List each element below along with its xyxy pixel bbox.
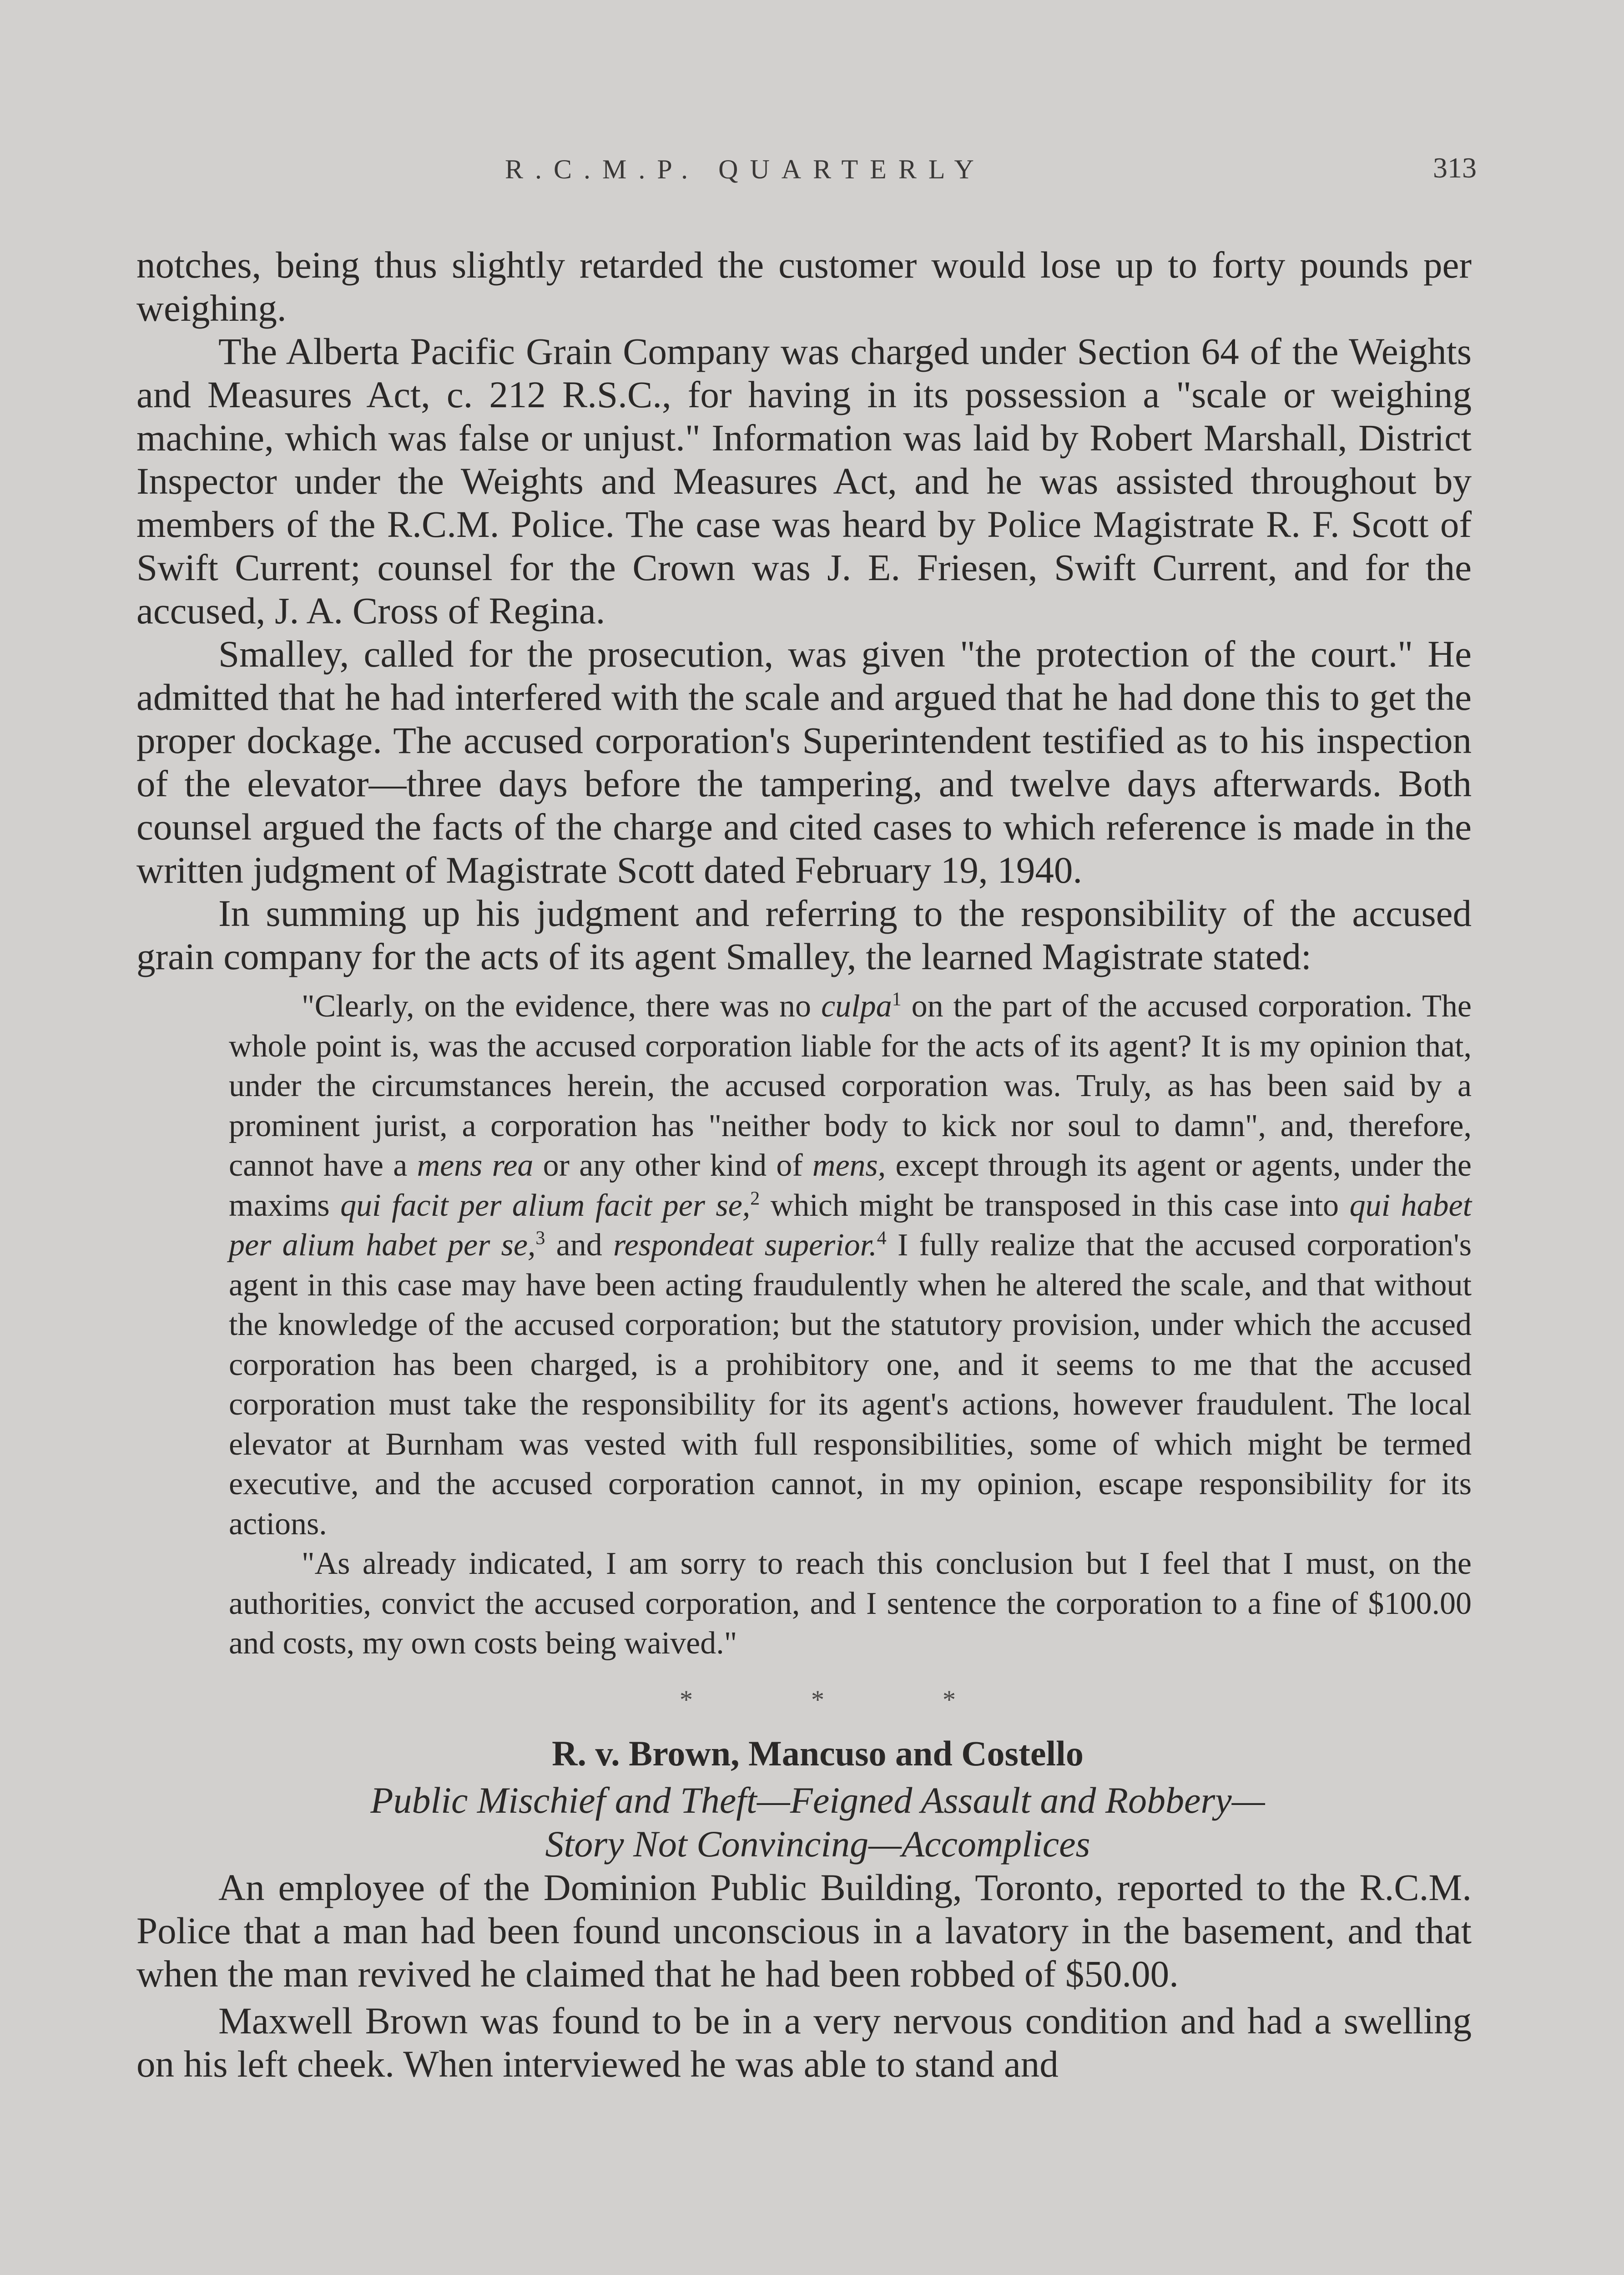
paragraph: notches, being thus slightly retarded the customer would lose up to forty pounds per weighing. (136, 244, 1472, 329)
section-separator (136, 1684, 1472, 1715)
footnote-ref: 2 (750, 1188, 760, 1209)
latin-term: mens rea (417, 1148, 534, 1183)
asterisk: * (943, 1684, 956, 1714)
latin-term: culpa (821, 989, 892, 1024)
asterisk: * (680, 1684, 693, 1714)
paragraph: Smalley, called for the prosecution, was given "the protection of the court." He admitted that he had interfered with the scale and argued that he had done this to get the proper dockage. The accused corporation's Superintendent testified as to his inspection of the elevator—three days before the tampering, and twelve days afterwards. Both counsel argued the facts of the charge and cited cases to which reference is made in the written judgment of Magistrate Scott dated February 19, 1940. (136, 633, 1472, 891)
quote-text: I fully realize that the accused corporation's agent in this case may have been acting fraudulently when he altered the scale, and that without the knowledge of the accused corporation; but the statutory provision, under which the accused corporation has been charged, is a prohibitory one, and it seems to me that the accused corporation must take the responsibility for its agent's actions, however fraudulent. The local elevator at Burnham was vested with full responsibilities, some of which might be termed executive, and the accused corporation cannot, in my opinion, escape responsibility for its actions. (229, 1228, 1472, 1542)
latin-maxim: qui habet per alium habet per se, (229, 1188, 1472, 1263)
case-subtitle: Story Not Convincing—Accomplices (545, 1823, 1090, 1865)
running-head: R.C.M.P. QUARTERLY (505, 154, 986, 184)
case-subtitle: Public Mischief and Theft—Feigned Assault and Robbery— (370, 1779, 1265, 1821)
quote-text: or any other kind of (533, 1148, 812, 1183)
latin-term: mens, (812, 1148, 886, 1183)
footnote-ref: 1 (892, 989, 902, 1010)
footnote-ref: 3 (535, 1228, 545, 1249)
quote-text: which might be transposed in this case into (760, 1188, 1350, 1223)
paragraph: In summing up his judgment and referring to the responsibility of the accused grain company for the acts of its agent Smalley, the learned Magistrate stated: (136, 892, 1472, 977)
quote-text: "Clearly, on the evidence, there was no (302, 989, 822, 1024)
asterisk: * (811, 1684, 824, 1714)
block-quote-paragraph (229, 986, 1472, 1544)
paragraph: An employee of the Dominion Public Building, Toronto, reported to the R.C.M. Police that a man had been found unconscious in a lavatory in the basement, and that when the man revived he claimed that he had been robbed of $50.00. (136, 1866, 1472, 1995)
quote-text: on the part of the accused corporation. The whole point is, was the accused corporation liable for the acts of its agent? It is my opinion that, under the circumstances herein, the accused corporation was. Truly, as has been said by a prominent jurist, a corporation has "neither body to kick nor soul to damn", and, therefore, cannot have a (229, 989, 1472, 1183)
block-quote-paragraph: "As already indicated, I am sorry to reach this conclusion but I feel that I must, on the authorities, convict the accused corporation, and I sentence the corporation to a fine of $100.00 and costs, my own costs being waived." (229, 1546, 1472, 1661)
quote-text: and (545, 1228, 613, 1263)
body-text (136, 243, 1472, 2086)
latin-maxim: qui facit per alium facit per se, (340, 1188, 751, 1223)
latin-maxim: respondeat superior. (613, 1228, 877, 1263)
footnote-ref: 4 (877, 1228, 887, 1249)
page-number: 313 (1433, 152, 1477, 184)
paragraph: Maxwell Brown was found to be in a very nervous condition and had a swelling on his left cheek. When interviewed he was able to stand and (136, 1999, 1472, 2085)
case-title: R. v. Brown, Mancuso and Costello (552, 1733, 1084, 1773)
quote-text: except through its agent or agents, under the maxims (229, 1148, 1472, 1223)
paragraph: The Alberta Pacific Grain Company was charged under Section 64 of the Weights and Measures Act, c. 212 R.S.C., for having in its possession a "scale or weighing machine, which was false or unjust." Information was laid by Robert Marshall, District Inspector under the Weights and Measures Act, and he was assisted throughout by members of the R.C.M. Police. The case was heard by Police Magistrate R. F. Scott of Swift Current; counsel for the Crown was J. E. Friesen, Swift Current, and for the accused, J. A. Cross of Regina. (136, 330, 1472, 632)
